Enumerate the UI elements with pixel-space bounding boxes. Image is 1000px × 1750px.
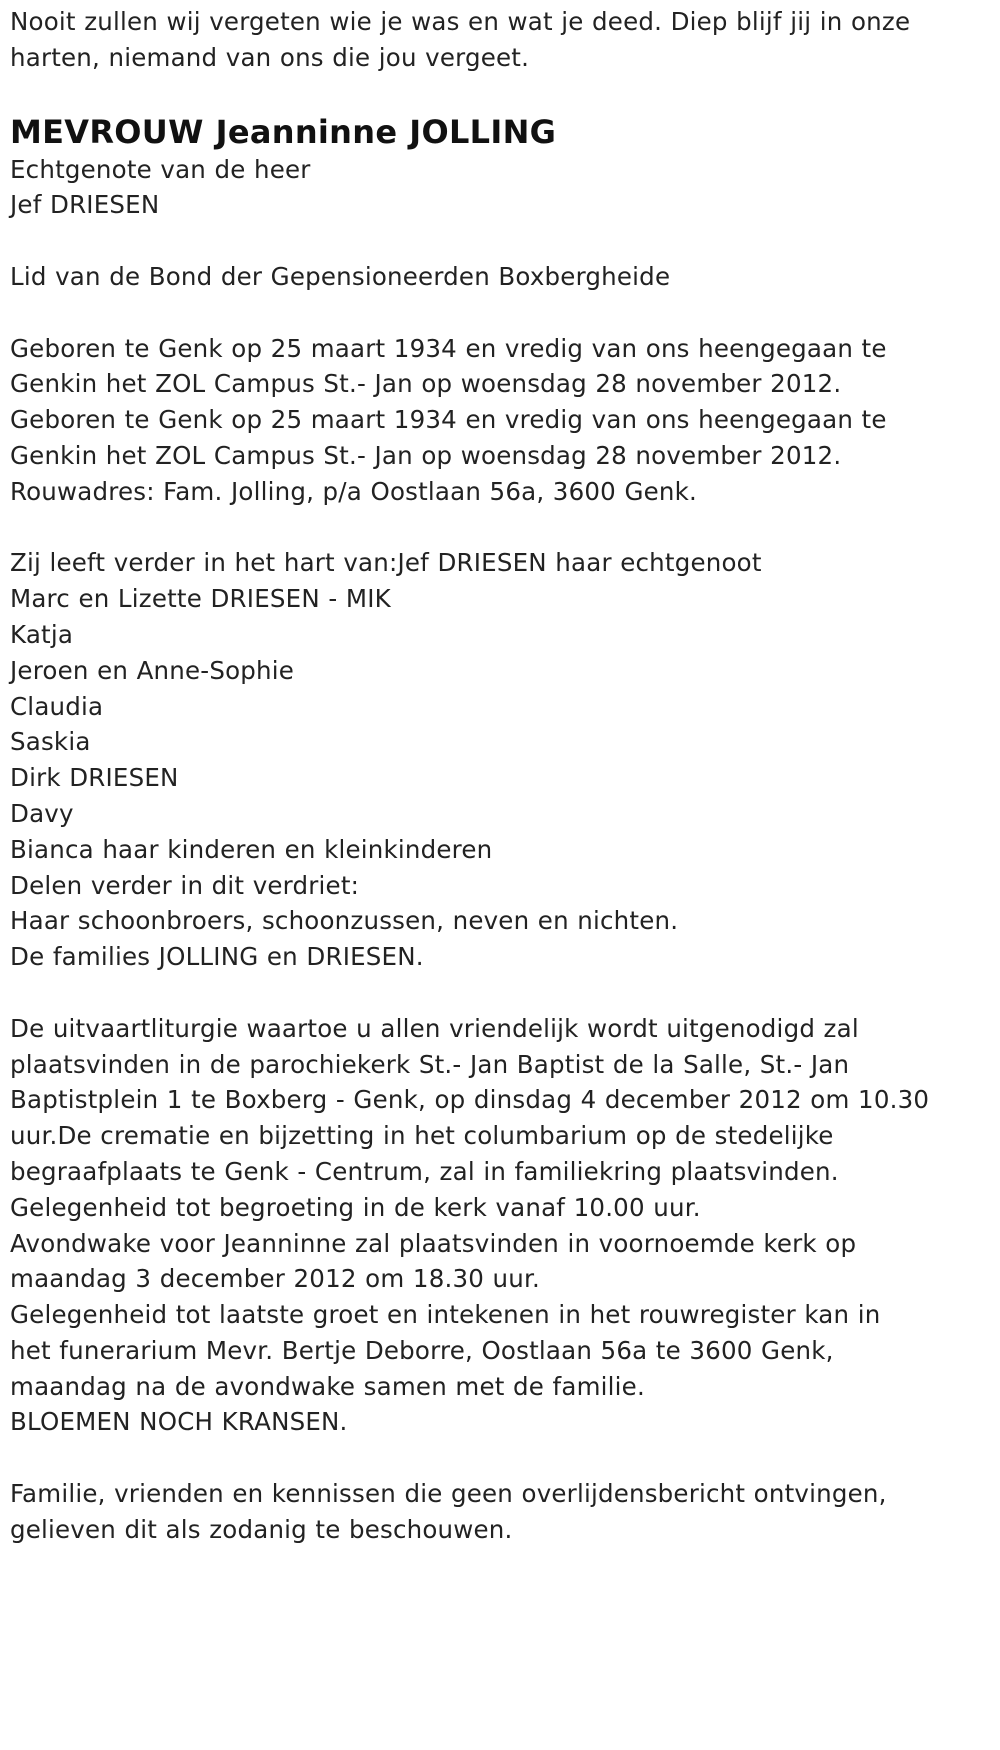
closing-line: gelieven dit als zodanig te beschouwen. [10, 1514, 513, 1544]
family-line: Jeroen en Anne-Sophie [10, 655, 295, 685]
birth-line: Genkin het ZOL Campus St.- Jan op woensdag 28 november 2012. [10, 440, 842, 470]
family-line: Saskia [10, 727, 91, 757]
funeral-line: De uitvaartliturgie waartoe u allen vriendelijk wordt uitgenodigd zal [10, 1013, 859, 1043]
spacer [10, 223, 995, 259]
funeral-line: uur.De crematie en bijzetting in het columbarium op de stedelijke [10, 1121, 834, 1151]
family-list [10, 545, 995, 975]
funeral-line: plaatsvinden in de parochiekerk St.- Jan Baptist de la Salle, St.- Jan [10, 1049, 850, 1079]
spouse-block [10, 152, 995, 224]
family-line: Dirk DRIESEN [10, 763, 179, 793]
membership-line: Lid van de Bond der Gepensioneerden Boxbergheide [10, 261, 671, 291]
intro-paragraph [10, 4, 995, 76]
spacer [10, 295, 995, 331]
birth-line: Geboren te Genk op 25 maart 1934 en vredig van ons heengegaan te [10, 333, 887, 363]
spouse-name: Jef DRIESEN [10, 190, 160, 220]
spacer [10, 1440, 995, 1476]
funeral-line: maandag 3 december 2012 om 18.30 uur. [10, 1264, 540, 1294]
funeral-line: begraafplaats te Genk - Centrum, zal in familiekring plaatsvinden. [10, 1156, 839, 1186]
birth-death-block [10, 331, 995, 510]
closing-line: Familie, vrienden en kennissen die geen overlijdensbericht ontvingen, [10, 1479, 887, 1509]
family-line: Bianca haar kinderen en kleinkinderen [10, 834, 493, 864]
birth-line: Geboren te Genk op 25 maart 1934 en vredig van ons heengegaan te [10, 405, 887, 435]
mourning-address: Rouwadres: Fam. Jolling, p/a Oostlaan 56a, 3600 Genk. [10, 476, 698, 506]
closing-paragraph [10, 1476, 995, 1548]
family-line: Marc en Lizette DRIESEN - MIK [10, 584, 391, 614]
family-line: Claudia [10, 691, 104, 721]
family-line: Davy [10, 798, 74, 828]
funeral-line: Baptistplein 1 te Boxberg - Genk, op dinsdag 4 december 2012 om 10.30 [10, 1085, 930, 1115]
spouse-line: Echtgenote van de heer [10, 154, 311, 184]
funeral-line: Gelegenheid tot begroeting in de kerk vanaf 10.00 uur. [10, 1192, 701, 1222]
deceased-name-heading: MEVROUW Jeanninne JOLLING [10, 112, 557, 151]
funeral-line: Avondwake voor Jeanninne zal plaatsvinden in voornoemde kerk op [10, 1228, 857, 1258]
intro-line: harten, niemand van ons die jou vergeet. [10, 42, 530, 72]
family-line: Delen verder in dit verdriet: [10, 870, 360, 900]
funeral-line: Gelegenheid tot laatste groet en intekenen in het rouwregister kan in [10, 1300, 881, 1330]
family-line: Katja [10, 619, 74, 649]
family-line: Haar schoonbroers, schoonzussen, neven en nichten. [10, 906, 679, 936]
flowers-notice: BLOEMEN NOCH KRANSEN. [10, 1407, 348, 1437]
obituary-notice [10, 0, 995, 1548]
funeral-line: het funerarium Mevr. Bertje Deborre, Oostlaan 56a te 3600 Genk, [10, 1335, 834, 1365]
spacer [10, 510, 995, 546]
intro-line: Nooit zullen wij vergeten wie je was en wat je deed. Diep blijf jij in onze [10, 7, 911, 36]
spacer [10, 975, 995, 1011]
funeral-line: maandag na de avondwake samen met de familie. [10, 1371, 645, 1401]
family-line: Zij leeft verder in het hart van:Jef DRIESEN haar echtgenoot [10, 548, 762, 578]
family-line: De families JOLLING en DRIESEN. [10, 942, 424, 972]
funeral-details [10, 1011, 995, 1441]
birth-line: Genkin het ZOL Campus St.- Jan op woensdag 28 november 2012. [10, 369, 842, 399]
